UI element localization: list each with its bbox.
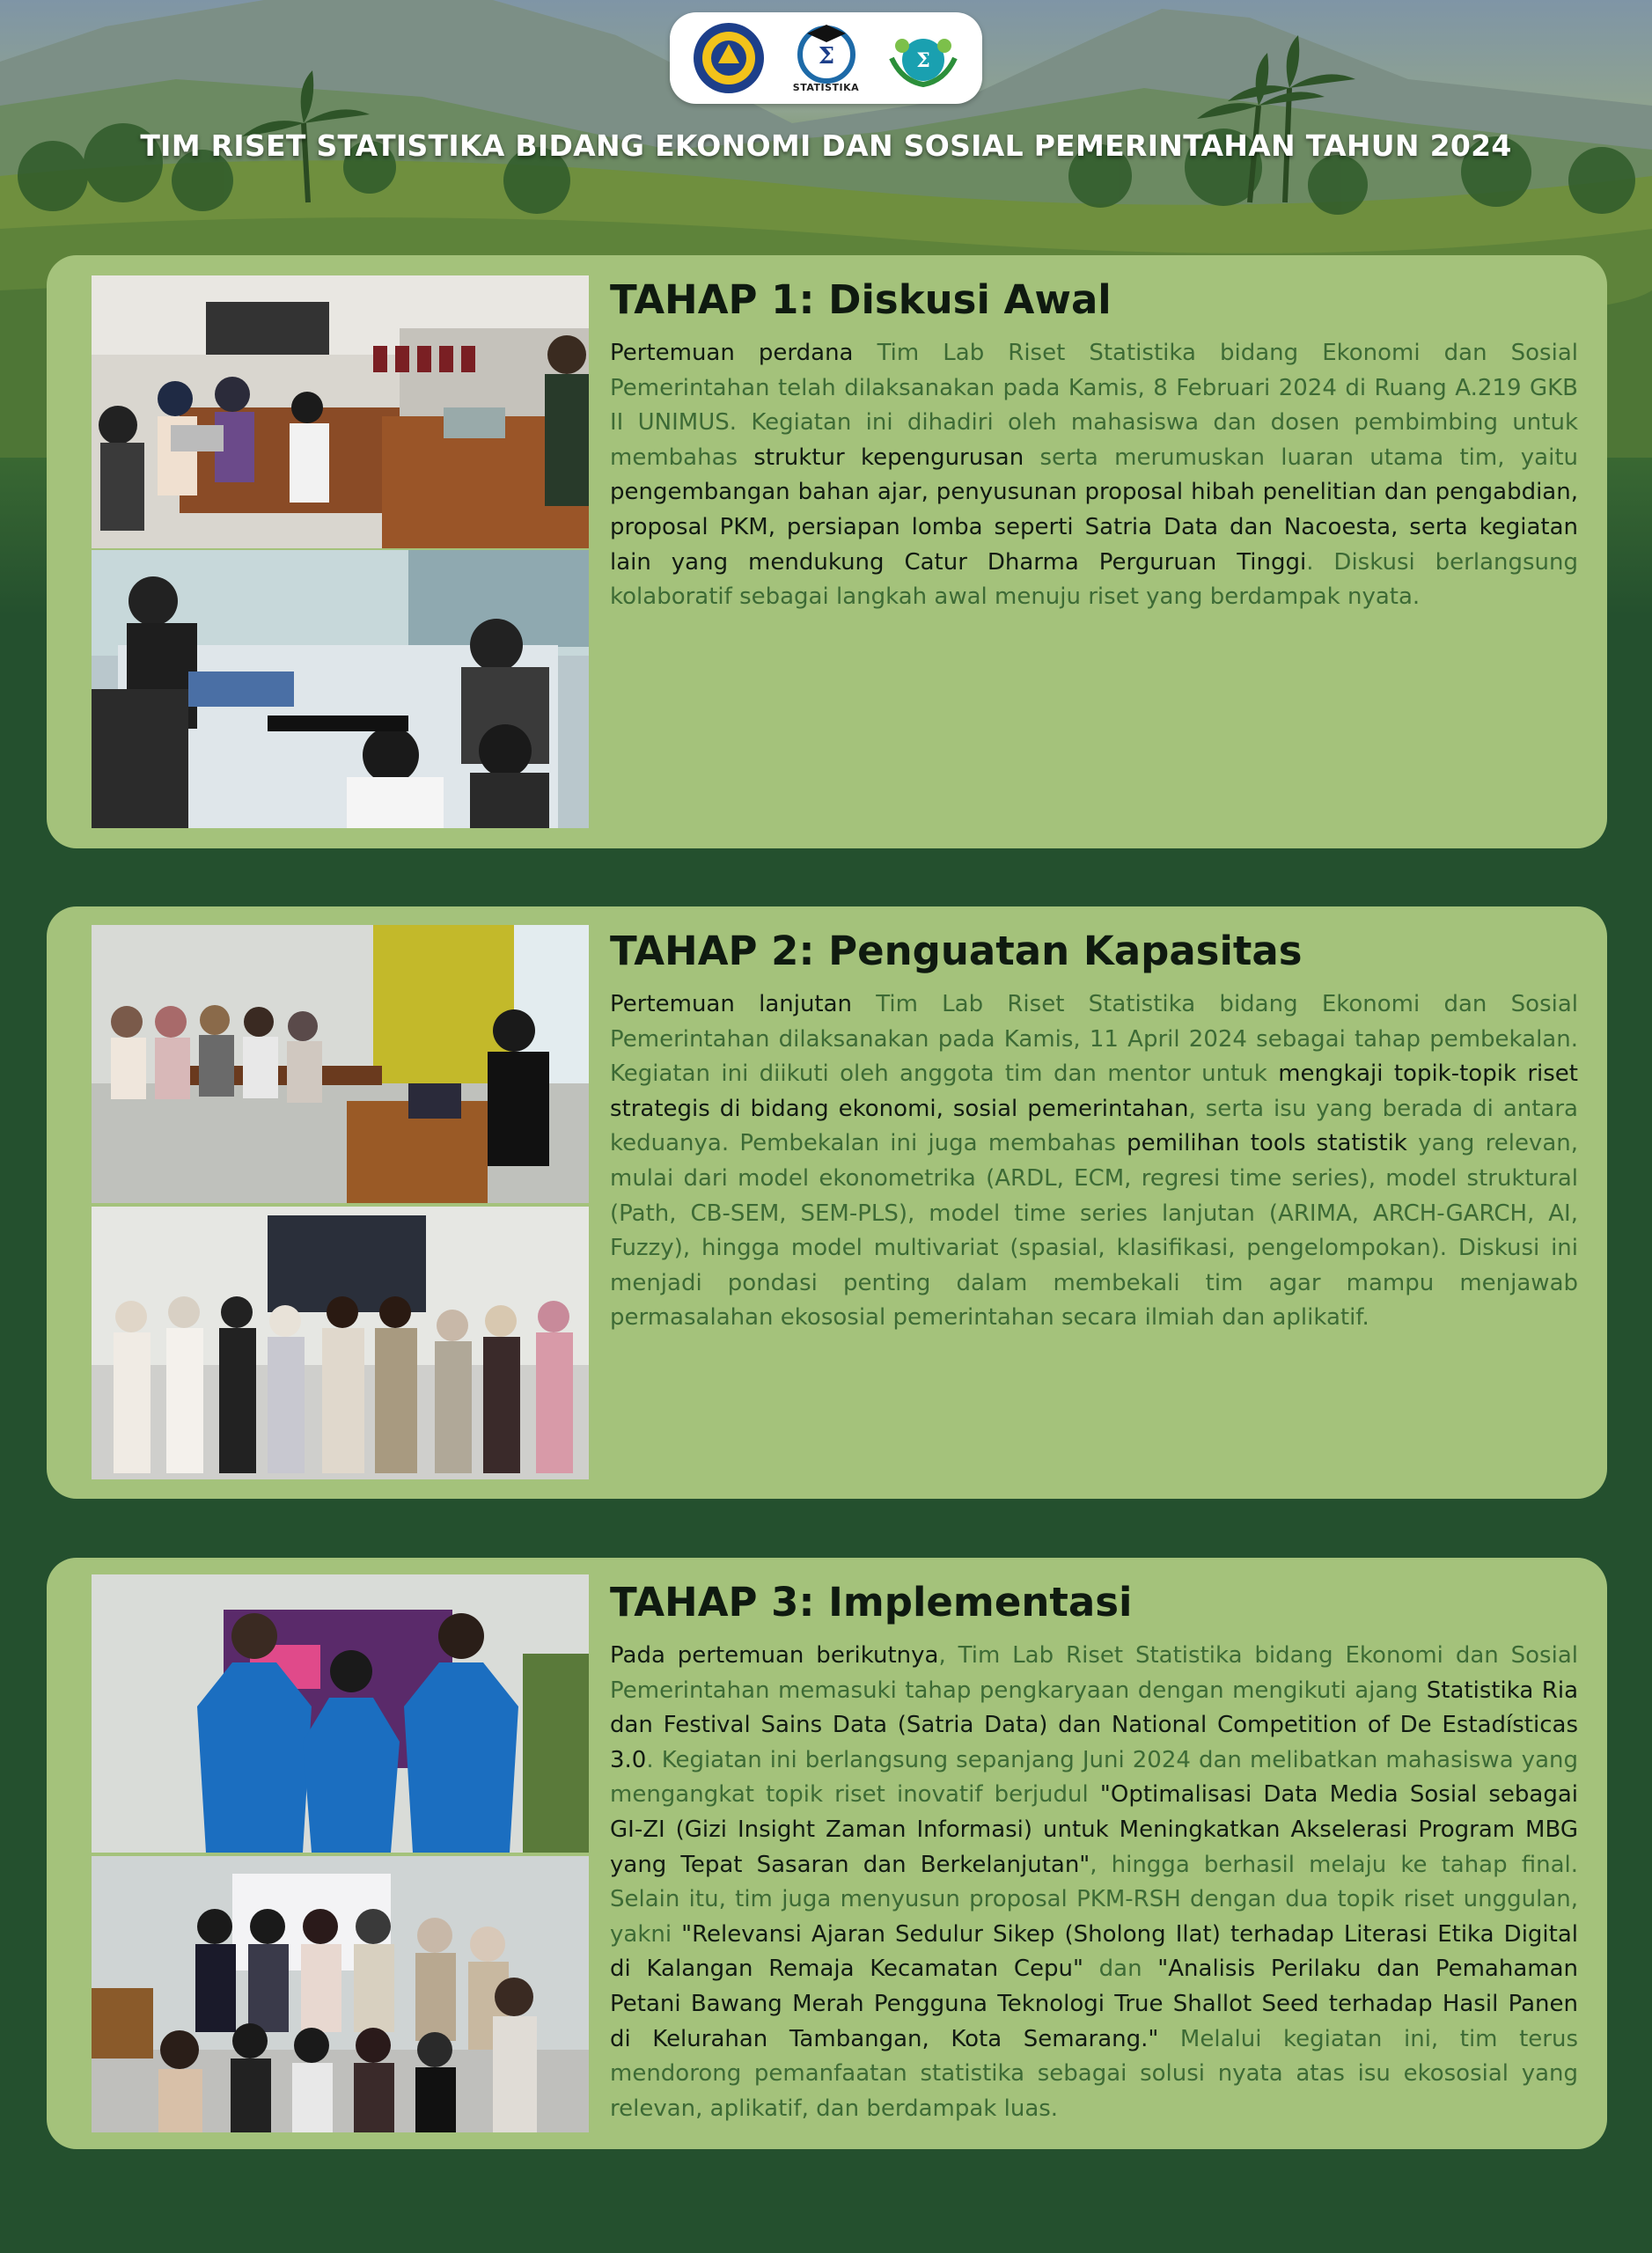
emphasis-text: pengembangan bahan ajar, penyusunan proposal hibah penelitian dan pengabdian, proposal PKM, persiapan lomba seperti Satria Data dan Nacoesta, serta kegiatan lain yang mendukung Catur Dharma Perguruan Tinggi	[610, 479, 1578, 576]
body-text: , hingga berhasil melaju ke tahap final. Selain itu, tim juga menyusun proposal PKM-RSH dengan dua topik riset unggulan, yakni	[610, 1851, 1578, 1948]
emphasis-text: "Optimalisasi Data Media Sosial sebagai GI-ZI (Gizi Insight Zaman Informasi) untuk Meningkatkan Akselerasi Program MBG yang Tepat Sasaran dan Berkelanjutan"	[610, 1781, 1579, 1878]
stage-1-title: TAHAP 1: Diskusi Awal	[610, 276, 1112, 323]
body-text: . Diskusi berlangsung kolaboratif sebagai langkah awal menuju riset yang berdampak nyata.	[610, 548, 1578, 611]
stage-2-photos	[92, 925, 589, 1479]
emphasis-text: mengkaji topik-topik riset strategis di bidang ekonomi, sosial pemerintahan	[610, 1060, 1578, 1122]
emphasis-text: Statistika Ria dan Festival Sains Data (Satria Data) dan National Competition of De Estadísticas 3.0	[610, 1677, 1578, 1773]
page-title: TIM RISET STATISTIKA BIDANG EKONOMI DAN SOSIAL PEMERINTAHAN TAHUN 2024	[140, 128, 1512, 163]
stage-3-description	[610, 1639, 1578, 2126]
body-text: serta merumuskan luaran utama tim, yaitu	[1024, 444, 1578, 471]
body-text: Tim Lab Riset Statistika bidang Ekonomi dan Sosial Pemerintahan dilaksanakan pada Kamis, 11 April 2024 sebagai tahap pembekalan. Kegiatan ini diikuti oleh anggota tim dan mentor untuk	[610, 991, 1578, 1088]
svg-text:Σ: Σ	[818, 43, 834, 70]
stage-1-description	[610, 336, 1578, 615]
statistika-logo	[788, 19, 865, 97]
stage-3-title: TAHAP 3: Implementasi	[610, 1579, 1133, 1626]
stage-1-photos	[92, 275, 589, 828]
stage-card-3	[47, 1558, 1607, 2149]
emphasis-text: Pertemuan lanjutan	[610, 991, 853, 1017]
body-text: . Kegiatan ini berlangsung sepanjang Juni 2024 dan melibatkan mahasiswa yang mengangkat topik riset inovatif berjudul	[610, 1746, 1578, 1809]
body-text: Tim Lab Riset Statistika bidang Ekonomi dan Sosial Pemerintahan telah dilaksanakan pada Kamis, 8 Februari 2024 di Ruang A.219 GKB II UNIMUS. Kegiatan ini dihadiri oleh mahasiswa dan dosen pembimbing untuk membahas	[610, 340, 1578, 471]
stage-2-description	[610, 987, 1578, 1336]
body-text: yang relevan, mulai dari model ekonometrika (ARDL, ECM, regresi time series), model struktural (Path, CB-SEM, SEM-PLS), model time series lanjutan (ARIMA, ARCH-GARCH, AI, Fuzzy), hingga model multivariat (spasial, klasifikasi, pengelompokan). Diskusi ini menjadi pondasi penting dalam membekali tim agar mampu menjawab permasalahan ekososial pemerintahan secara ilmiah dan aplikatif.	[610, 1130, 1578, 1332]
emphasis-text: pemilihan tools statistik	[1127, 1130, 1407, 1157]
university-seal-logo	[690, 19, 767, 97]
emphasis-text: Pada pertemuan berikutnya	[610, 1642, 939, 1669]
body-text: Melalui kegiatan ini, tim terus mendorong pemanfaatan statistika sebagai solusi nyata atas isu ekososial yang relevan, aplikatif, dan berdampak luas.	[610, 2025, 1578, 2122]
stage-2-title: TAHAP 2: Penguatan Kapasitas	[610, 928, 1303, 974]
body-text: , Tim Lab Riset Statistika bidang Ekonomi dan Sosial Pemerintahan memasuki tahap pengkaryaan dengan mengikuti ajang	[610, 1642, 1578, 1704]
statistika-logo-text: STATISTIKA	[792, 82, 860, 93]
lab-logo	[885, 19, 962, 97]
emphasis-text: Pertemuan perdana	[610, 340, 854, 366]
stage-3-photos	[92, 1574, 589, 2132]
stage-card-1	[47, 255, 1607, 848]
svg-text:Σ: Σ	[916, 49, 931, 72]
body-text: dan	[1083, 1956, 1158, 1983]
logo-bar	[670, 12, 982, 104]
emphasis-text: "Analisis Perilaku dan Pemahaman Petani Bawang Merah Pengguna Teknologi True Shallot Seed terhadap Hasil Panen di Kelurahan Tambangan, Kota Semarang."	[610, 1956, 1578, 2052]
emphasis-text: struktur kepengurusan	[753, 444, 1024, 471]
emphasis-text: "Relevansi Ajaran Sedulur Sikep (Sholong Ilat) terhadap Literasi Etika Digital di Kalangan Remaja Kecamatan Cepu"	[610, 1920, 1578, 1983]
body-text: , serta isu yang berada di antara keduanya. Pembekalan ini juga membahas	[610, 1095, 1578, 1157]
stage-card-2	[47, 906, 1607, 1499]
